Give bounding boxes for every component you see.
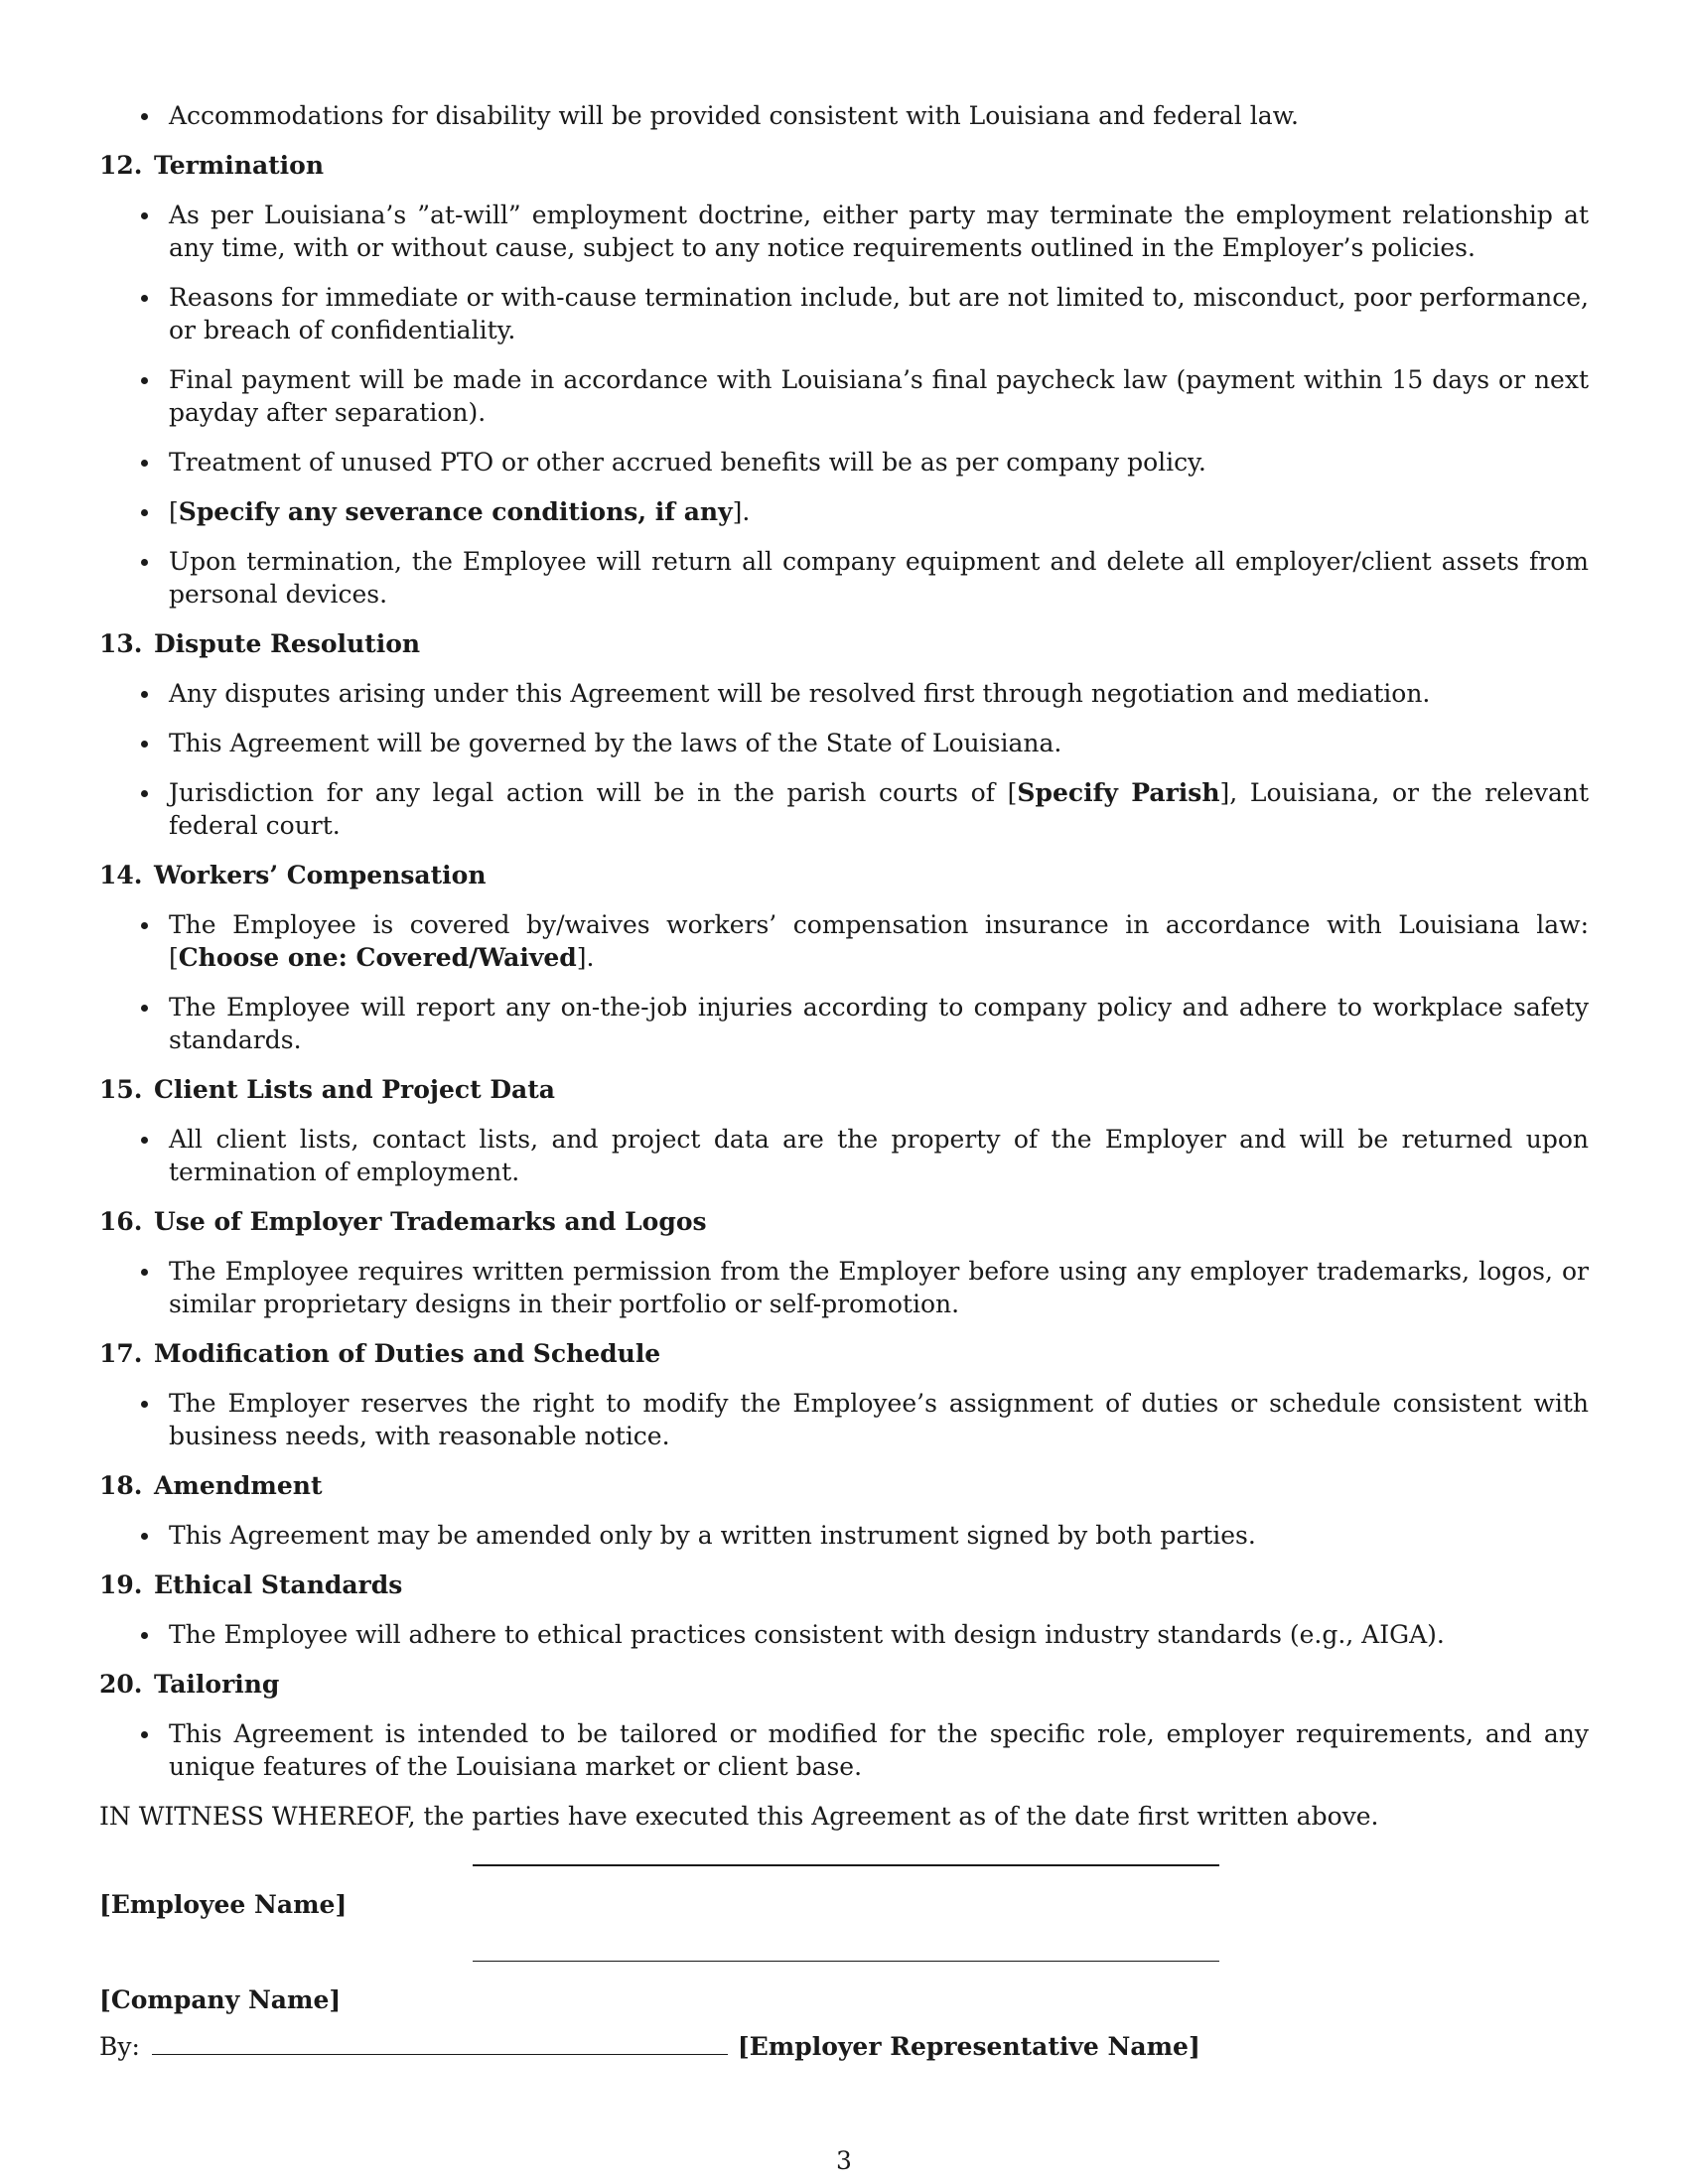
section-bullet-list — [99, 1618, 1589, 1651]
page-number: 3 — [836, 2146, 852, 2175]
section-heading — [99, 1469, 1589, 1502]
bullet-item — [99, 1618, 1589, 1651]
section-bullet-list — [99, 908, 1589, 1056]
bullet-item — [99, 446, 1589, 478]
signature-block — [99, 1864, 1589, 2063]
document-page — [99, 99, 1589, 2063]
employee-name: [Employee Name] — [99, 1890, 348, 1919]
representative-name: [Employer Representative Name] — [737, 2032, 1200, 2061]
bullet-item — [99, 281, 1589, 346]
bullet-item — [99, 363, 1589, 429]
bullet-item — [99, 776, 1589, 842]
section-number: 20. — [99, 1670, 143, 1699]
bullet-text: Treatment of unused PTO or other accrued benefits will be as per company policy. — [169, 448, 1206, 477]
section-heading — [99, 1205, 1589, 1238]
bullet-text: This Agreement may be amended only by a written instrument signed by both parties. — [169, 1521, 1256, 1550]
section-title: Tailoring — [154, 1670, 280, 1699]
section-number: 16. — [99, 1207, 143, 1236]
bullet-item — [99, 545, 1589, 611]
section-title: Client Lists and Project Data — [154, 1075, 555, 1104]
bullet-item — [99, 495, 1589, 528]
intro-bullet-list — [99, 99, 1589, 132]
section-bullet-list — [99, 1387, 1589, 1452]
company-name: [Company Name] — [99, 1985, 342, 2014]
bullet-item — [99, 1519, 1589, 1552]
employee-signature-line[interactable] — [473, 1864, 1219, 1866]
sections-container — [99, 149, 1589, 1783]
bullet-text: ], Louisiana, or the relevant federal court. — [169, 778, 1590, 840]
section-bullet-list — [99, 1519, 1589, 1552]
section-bullet-list — [99, 1255, 1589, 1320]
section-heading — [99, 1668, 1589, 1701]
section-heading — [99, 1073, 1589, 1106]
section-heading — [99, 149, 1589, 182]
bullet-text: The Employer reserves the right to modify the Employee’s assignment of duties or schedule consistent with business needs, with reasonable notice. — [169, 1389, 1589, 1450]
bullet-text: The Employee will report any on-the-job injuries according to company policy and adhere to workplace safety standards. — [169, 993, 1589, 1054]
bullet-item — [99, 1255, 1589, 1320]
bullet-text: Jurisdiction for any legal action will be in the parish courts of [ — [169, 778, 1018, 807]
by-row — [99, 2030, 1589, 2063]
section-bullet-list — [99, 1123, 1589, 1188]
bullet-item — [99, 1387, 1589, 1452]
bullet-text: [ — [169, 497, 179, 526]
section-number: 18. — [99, 1471, 143, 1500]
bullet-text: Reasons for immediate or with-cause termination include, but are not limited to, misconduct, poor performance, or breach of confidentiality. — [169, 283, 1589, 344]
by-label: By: — [99, 2032, 140, 2061]
section-number: 12. — [99, 151, 143, 180]
section-heading — [99, 1569, 1589, 1601]
section-bullet-list — [99, 1717, 1589, 1783]
section-bullet-list — [99, 677, 1589, 842]
bullet-text: Any disputes arising under this Agreement will be resolved first through negotiation and mediation. — [169, 679, 1431, 708]
section-number: 13. — [99, 629, 143, 658]
bullet-item — [99, 908, 1589, 974]
bullet-item — [99, 199, 1589, 264]
bullet-item — [99, 1123, 1589, 1188]
bullet-item — [99, 677, 1589, 710]
bullet-text: This Agreement is intended to be tailored or modified for the specific role, employer requirements, and any unique features of the Louisiana market or client base. — [169, 1719, 1589, 1781]
section-heading — [99, 1337, 1589, 1370]
bullet-text: The Employee requires written permission from the Employer before using any employer trademarks, logos, or similar proprietary designs in their portfolio or self-promotion. — [169, 1257, 1589, 1318]
bullet-text: The Employee will adhere to ethical practices consistent with design industry standards (e.g., AIGA). — [169, 1620, 1445, 1649]
section-bullet-list — [99, 199, 1589, 611]
section-heading — [99, 627, 1589, 660]
witness-statement: IN WITNESS WHEREOF, the parties have executed this Agreement as of the date first written above. — [99, 1802, 1379, 1831]
bullet-text: The Employee is covered by/waives workers’ compensation insurance in accordance with Louisiana law: [ — [169, 910, 1589, 972]
bullet-text: This Agreement will be governed by the laws of the State of Louisiana. — [169, 729, 1062, 757]
section-title: Modification of Duties and Schedule — [154, 1339, 661, 1368]
company-signature-line[interactable] — [473, 1961, 1219, 1962]
representative-signature-line[interactable] — [152, 2032, 728, 2055]
bullet-text: Final payment will be made in accordance with Louisiana’s final paycheck law (payment within 15 days or next payday after separation). — [169, 365, 1589, 427]
section-title: Ethical Standards — [154, 1570, 403, 1599]
bullet-item — [99, 991, 1589, 1056]
bullet-item: Accommodations for disability will be provided consistent with Louisiana and federal law. — [99, 99, 1589, 132]
bullet-item — [99, 727, 1589, 759]
bullet-text: Upon termination, the Employee will return all company equipment and delete all employer/client assets from personal devices. — [169, 547, 1589, 609]
section-heading — [99, 859, 1589, 891]
section-title: Workers’ Compensation — [154, 861, 487, 889]
bullet-text: ]. — [732, 497, 751, 526]
placeholder-text: Choose one: Covered/Waived — [178, 943, 577, 972]
section-title: Dispute Resolution — [154, 629, 421, 658]
section-title: Termination — [154, 151, 325, 180]
bullet-text: As per Louisiana’s ”at-will” employment doctrine, either party may terminate the employment relationship at any time, with or without cause, subject to any notice requirements outlined in the Employer’s policies. — [169, 201, 1589, 262]
bullet-text: ]. — [576, 943, 595, 972]
bullet-item — [99, 1717, 1589, 1783]
section-title: Use of Employer Trademarks and Logos — [154, 1207, 707, 1236]
section-number: 14. — [99, 861, 143, 889]
bullet-text: All client lists, contact lists, and project data are the property of the Employer and will be returned upon termination of employment. — [169, 1125, 1589, 1186]
section-title: Amendment — [154, 1471, 323, 1500]
section-number: 15. — [99, 1075, 143, 1104]
placeholder-text: Specify Parish — [1017, 778, 1220, 807]
placeholder-text: Specify any severance conditions, if any — [178, 497, 733, 526]
section-number: 19. — [99, 1570, 143, 1599]
section-number: 17. — [99, 1339, 143, 1368]
